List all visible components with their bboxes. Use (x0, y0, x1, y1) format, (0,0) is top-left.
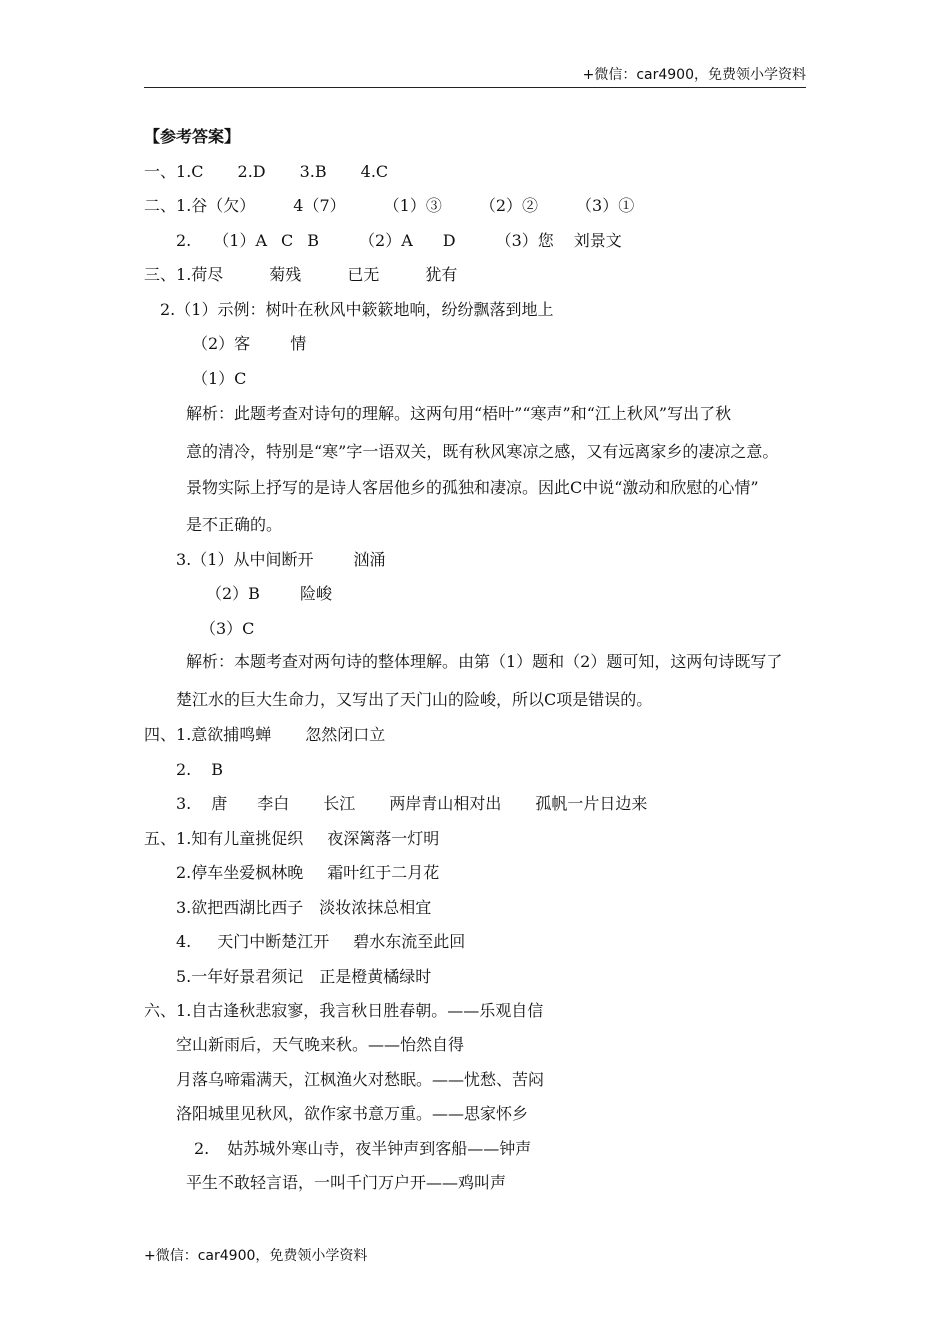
answer-item: 1.谷（欠） (176, 196, 256, 215)
answer-item: 1.C (176, 162, 204, 181)
section-5-row-5 (176, 966, 431, 988)
answer-item: 2.D (237, 162, 266, 181)
answer-item: 两岸青山相对出 (389, 794, 502, 813)
answer-title: 【参考答案】 (144, 127, 241, 146)
section-5-row-4 (176, 931, 465, 953)
section-3-q3-2 (206, 583, 332, 605)
section-4-row-3 (176, 793, 647, 815)
answer-item: 4.C (360, 162, 389, 181)
answer-item: 姑苏城外寒山寺，夜半钟声到客船——钟声 (227, 1139, 532, 1158)
answer-item: 险峻 (299, 584, 332, 603)
answer-item: （1）③ (383, 196, 442, 215)
section-3-label: 三、 (144, 265, 177, 284)
answer-item: C (281, 231, 294, 250)
answer-item: 正是橙黄橘绿时 (319, 967, 432, 986)
section-1-label: 一、 (144, 162, 177, 181)
answer-item: 忽然闭口立 (305, 725, 386, 744)
answer-item: 1.荷尽 (176, 265, 224, 284)
section-3-q2-2 (192, 333, 306, 355)
answer-item: 夜深篱落一灯明 (327, 829, 440, 848)
answer-item: 情 (290, 334, 307, 353)
header-divider (144, 87, 806, 88)
answer-item: （3）您 (495, 231, 554, 250)
section-2-label: 二、 (144, 196, 177, 215)
answer-item: 孤帆一片日边来 (535, 794, 648, 813)
answer-item: 2. (176, 760, 192, 779)
section-3-row-1 (144, 264, 457, 286)
answer-item: 2. (176, 231, 192, 250)
section-6-label: 六、 (144, 1001, 177, 1020)
answer-item: 长江 (323, 794, 356, 813)
answer-item: 3. (176, 794, 192, 813)
answer-item: （2）B (206, 584, 260, 603)
answer-item: 天门中断楚江开 (217, 932, 330, 951)
answer-item: 2.停车坐爱枫林晚 (176, 863, 304, 882)
section-4-row-2 (176, 759, 223, 781)
answer-item: D (442, 231, 456, 250)
section-6-line: 平生不敢轻言语，一叫千门万户开——鸡叫声 (186, 1173, 507, 1192)
answer-item: （3）① (576, 196, 635, 215)
section-5-label: 五、 (144, 829, 177, 848)
answer-item: 4（7） (293, 196, 346, 215)
answer-item: 菊残 (269, 265, 302, 284)
answer-item: 霜叶红于二月花 (327, 863, 440, 882)
answer-item: 3.B (299, 162, 327, 181)
section-2-row-2 (176, 230, 622, 252)
answer-item: （2）客 (192, 334, 251, 353)
answer-item: 1.自古逢秋悲寂寥，我言秋日胜春朝。——乐观自信 (176, 1001, 544, 1020)
section-4-row-1 (144, 724, 385, 746)
section-3-q2-3: （1）C (192, 369, 247, 388)
answer-item: 3.欲把西湖比西子 (176, 898, 304, 917)
section-3-q3-1 (176, 549, 385, 571)
answer-item: 李白 (257, 794, 290, 813)
analysis-line: 楚江水的巨大生命力，又写出了天门山的险峻，所以C项是错误的。 (176, 690, 653, 709)
analysis-line: 景物实际上抒写的是诗人客居他乡的孤独和凄凉。因此C中说“激动和欣慰的心情” (186, 478, 759, 497)
section-2-row-1 (144, 195, 634, 217)
section-6-row-1 (144, 1000, 543, 1022)
page-footer: +微信：car4900，免费领小学资料 (144, 1248, 368, 1264)
section-6-line: 空山新雨后，天气晚来秋。——怡然自得 (176, 1035, 465, 1054)
answer-item: 3.（1）从中间断开 (176, 550, 314, 569)
answer-item: 1.知有儿童挑促织 (176, 829, 304, 848)
answer-item: （2）A (359, 231, 413, 250)
section-4-label: 四、 (144, 725, 177, 744)
analysis-line: 解析：本题考查对两句诗的整体理解。由第（1）题和（2）题可知，这两句诗既写了 (186, 652, 783, 671)
answer-item: 5.一年好景君须记 (176, 967, 304, 986)
answer-item: 1.意欲捕鸣蝉 (176, 725, 272, 744)
answer-item: 已无 (347, 265, 380, 284)
section-6-q2 (194, 1138, 531, 1160)
analysis-line: 是不正确的。 (186, 515, 283, 534)
answer-item: B (211, 760, 224, 779)
answer-item: 碧水东流至此回 (353, 932, 466, 951)
section-3-q2-1: 2.（1）示例：树叶在秋风中簌簌地响，纷纷飘落到地上 (160, 300, 554, 319)
answer-item: 汹涌 (353, 550, 386, 569)
analysis-line: 意的清冷，特别是“寒”字一语双关，既有秋风寒凉之感，又有远离家乡的凄凉之意。 (186, 442, 779, 461)
answer-item: 淡妆浓抹总相宜 (319, 898, 432, 917)
section-5-row-1 (144, 828, 439, 850)
section-6-line: 洛阳城里见秋风，欲作家书意万重。——思家怀乡 (176, 1104, 529, 1123)
answer-item: （1）A (213, 231, 268, 250)
analysis-line: 解析：此题考查对诗句的理解。这两句用“梧叶”“寒声”和“江上秋风”写出了秋 (186, 404, 732, 423)
section-6-line: 月落乌啼霜满天，江枫渔火对愁眠。——忧愁、苦闷 (176, 1070, 545, 1089)
answer-item: 犹有 (425, 265, 458, 284)
answer-item: 刘景文 (573, 231, 622, 250)
answer-item: （2）② (479, 196, 539, 215)
section-5-row-2 (176, 862, 439, 884)
answer-item: 唐 (211, 794, 228, 813)
answer-item: B (307, 231, 320, 250)
answer-item: 4. (176, 932, 192, 951)
page-header: +微信：car4900，免费领小学资料 (582, 67, 806, 83)
section-1-row (144, 161, 388, 183)
answer-item: 2. (194, 1139, 210, 1158)
section-5-row-3 (176, 897, 431, 919)
section-3-q3-3: （3）C (200, 619, 255, 638)
